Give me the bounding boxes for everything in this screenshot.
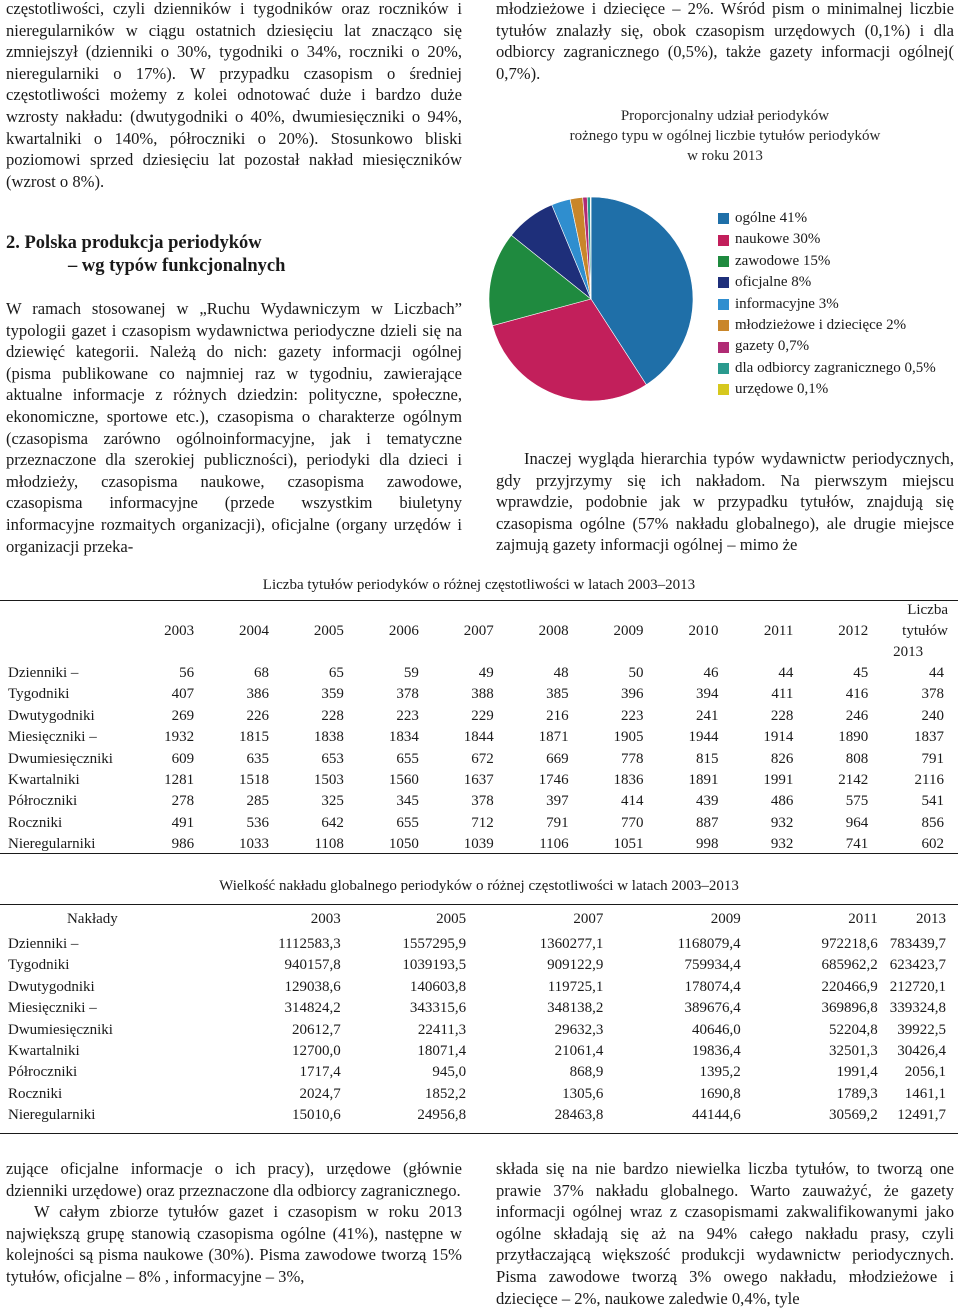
table-cell: 246 [845, 707, 869, 724]
paragraph: młodzieżowe i dziecięce – 2%. Wśród pism o minimalnej liczbie tytułów znalazły się, obok czasopism urzędowych (0,1%) i dla odbiorcy zagranicznego (0,5%), także gazety informacji ogólnej( 0,7%). [496, 0, 954, 83]
table2-bottom-rule [0, 1133, 958, 1134]
table-cell: 1461,1 [904, 1085, 946, 1102]
legend-swatch [718, 277, 729, 288]
legend-swatch [718, 213, 729, 224]
row-label: Półroczniki [8, 1064, 78, 1081]
table-cell: 932 [770, 836, 794, 853]
table-cell: 685962,2 [821, 957, 878, 974]
table-cell: 220466,9 [821, 978, 878, 995]
column-header: 2012 [838, 622, 869, 639]
text-column-right-middle [496, 448, 954, 556]
row-label: Dwumiesięczniki [8, 750, 113, 767]
text-column-top-left [6, 0, 462, 192]
table-cell: 19836,4 [691, 1043, 741, 1060]
table-cell: 868,9 [569, 1064, 604, 1081]
table-row [0, 1084, 958, 1105]
table-row [0, 1041, 958, 1062]
paragraph: W całym zbiorze tytułów gazet i czasopism w roku 2013 największą grupę stanowią czasopisma ogólne (41%), następne w kolejności są pisma naukowe (30%). Pisma zawodowe tworzą 15% tytułów, oficjalne – 8% , informacyjne – 3%, [6, 1202, 462, 1286]
table-cell: 1944 [688, 729, 719, 746]
column-header: 2006 [388, 622, 419, 639]
row-label: Tygodniki [8, 686, 70, 703]
column-header: 2013 [916, 911, 946, 928]
table-cell: 414 [621, 793, 644, 810]
row-label: Dzienniki – [8, 665, 79, 681]
table-cell: 609 [171, 750, 195, 767]
table-cell: 345 [396, 793, 419, 810]
table-cell: 1932 [164, 729, 195, 746]
table2 [0, 906, 958, 1127]
row-label: Roczniki [8, 814, 63, 831]
table-cell: 228 [770, 707, 794, 724]
table-cell: 45 [853, 665, 869, 681]
table-row [0, 706, 958, 727]
table-cell: 228 [321, 707, 344, 724]
table-cell: 541 [921, 793, 944, 810]
legend-swatch [718, 384, 729, 395]
legend-swatch [718, 363, 729, 374]
table-cell: 759934,4 [684, 957, 741, 974]
table-cell: 30569,2 [829, 1107, 878, 1124]
table-cell: 385 [546, 686, 569, 703]
legend-item [718, 315, 936, 336]
chart-title-line-1: Proporcjonalny udział periodyków [620, 108, 830, 124]
table-cell: 68 [254, 665, 270, 681]
row-label: Dwumiesięczniki [8, 1021, 113, 1038]
table-cell: 119725,1 [547, 978, 604, 995]
table-cell: 1051 [613, 836, 644, 853]
table-cell: 59 [403, 665, 419, 681]
header-line: Liczba tytułów [902, 602, 948, 639]
table-cell: 65 [328, 665, 344, 681]
table-cell: 30426,4 [897, 1043, 946, 1060]
row-label: Dzienniki – [8, 936, 79, 952]
row-label: Nieregularniki [8, 1107, 96, 1124]
table-cell: 1837 [914, 729, 944, 746]
column-header: 2007 [573, 911, 604, 928]
table-cell: 945,0 [432, 1064, 467, 1081]
table-cell: 1890 [838, 729, 869, 746]
spacer-cell [118, 1105, 204, 1126]
table-row [0, 813, 958, 834]
table-cell: 909122,9 [547, 957, 604, 974]
table-cell: 325 [321, 793, 344, 810]
table-cell: 378 [396, 686, 419, 703]
table-cell: 998 [695, 836, 719, 853]
table-cell: 536 [246, 814, 270, 831]
table-cell: 269 [171, 707, 195, 724]
section-body [6, 298, 462, 557]
table-cell: 39922,5 [897, 1021, 946, 1038]
table-cell: 635 [246, 750, 270, 767]
table-cell: 178074,4 [684, 978, 741, 995]
table-cell: 397 [546, 793, 569, 810]
column-header: 2003 [310, 911, 341, 928]
table-cell: 791 [546, 814, 569, 831]
column-header: 2011 [848, 911, 878, 928]
table-cell: 491 [171, 814, 195, 831]
table-cell: 378 [921, 686, 944, 703]
column-header: 2011 [763, 622, 794, 639]
table-cell: 1844 [463, 729, 494, 746]
table-cell: 940157,8 [284, 957, 341, 974]
legend-item [718, 229, 936, 250]
column-header: 2007 [463, 622, 494, 639]
table-row [0, 727, 958, 748]
table-cell: 1836 [613, 772, 644, 789]
table-cell: 378 [471, 793, 494, 810]
legend-item [718, 358, 936, 379]
row-label: Miesięczniki – [8, 1000, 97, 1017]
legend-swatch [718, 342, 729, 353]
paragraph: W ramach stosowanej w „Ruchu Wydawniczym w Liczbach” typologii gazet i czasopism wydawnictwa periodyczne dzieli się na dziewięć kategorii. Należą do nich: gazety informacji ogólnej (pisma publikowane co najmniej raz w tygodniu, zawierające aktualne informacje z różnych dziedzin: polityczne, społeczne, ekonomiczne, sportowe etc.), czasopisma o charakterze ogólnym (czasopisma zarówno ogólnoinformacyjne, jak i tematyczne przeznaczone dla szerokiej publiczności), periodyki dla dzieci i młodzieży, czasopisma naukowe, czasopisma zawodowe, czasopisma informacyjne (przede wszystkim biuletyny informacyjne rozmaitych organizacji), oficjalne (organy urzędów i organizacji przeka- [6, 299, 462, 556]
row-label: Półroczniki [8, 793, 78, 810]
row-label: Kwartalniki [8, 1043, 80, 1060]
table-cell: 1557295,9 [402, 936, 467, 952]
table-row [0, 977, 958, 998]
table-cell: 672 [471, 750, 494, 767]
table-cell: 791 [921, 750, 944, 767]
table-cell: 1112583,3 [278, 936, 341, 952]
column-header: 2003 [164, 622, 195, 639]
column-header-naklady: Nakłady [66, 911, 118, 928]
table-cell: 642 [321, 814, 344, 831]
heading-line-1: 2. Polska produkcja periodyków [6, 233, 262, 253]
table-cell: 770 [621, 814, 644, 831]
table-row [0, 1062, 958, 1083]
table-cell: 2142 [838, 772, 869, 789]
text-column-top-right [496, 0, 954, 84]
table-cell: 808 [845, 750, 869, 767]
table-cell: 932 [770, 814, 794, 831]
table-cell: 44 [929, 665, 944, 681]
column-header: 2008 [538, 622, 569, 639]
spacer-cell [118, 934, 204, 955]
paragraph: częstotliwości, czyli dzienników i tygodników oraz roczników i nieregularników w ciągu ostatnich dziesięciu lat znacząco się zmniejszył (dzienniki o 30%, tygodniki o 34%, roczniki o 20%, nieregularniki o 17%). W przypadku czasopism o średniej częstotliwości możemy z kolei odnotować duże i bardzo duże wzrosty nakładu: (dwutygodniki o 40%, dwumiesięczniki o 94%, kwartalniki o 140%, półroczniki o 20%). Stosunkowo bliski poziomowi sprzed dziesięciu lat pozostał nakład miesięczników (wzrost o 8%). [6, 0, 462, 191]
table-cell: 653 [321, 750, 344, 767]
table-cell: 396 [621, 686, 644, 703]
table-row [0, 684, 958, 705]
legend-label: ogólne 41% [735, 210, 808, 226]
spacer-cell [118, 1084, 204, 1105]
table-cell: 1395,2 [699, 1064, 741, 1081]
table-cell: 1281 [164, 772, 195, 789]
legend-label: oficjalne 8% [735, 274, 812, 291]
table-cell: 1789,3 [836, 1085, 878, 1102]
column-header: 2004 [239, 622, 270, 639]
table-row [0, 1020, 958, 1041]
table-cell: 741 [845, 836, 869, 853]
table-cell: 40646,0 [691, 1021, 741, 1038]
legend-swatch [718, 256, 729, 267]
table-cell: 1518 [239, 772, 270, 789]
table-row [0, 934, 958, 955]
table-cell: 216 [546, 707, 569, 724]
table-cell: 129038,6 [284, 978, 341, 995]
legend-item [718, 336, 936, 357]
legend-label: zawodowe 15% [735, 252, 831, 269]
table-cell: 348138,2 [547, 1000, 604, 1017]
table1-header-row [0, 600, 958, 663]
table-cell: 52204,8 [829, 1021, 878, 1038]
table-cell: 1106 [539, 836, 569, 853]
table-row [0, 749, 958, 770]
table-cell: 1871 [538, 729, 569, 746]
table-cell: 50 [628, 665, 644, 681]
table-cell: 229 [471, 707, 494, 724]
row-label: Roczniki [8, 1085, 63, 1102]
table2-caption: Wielkość nakładu globalnego periodyków o różnej częstotliwości w latach 2003–2013 [219, 878, 739, 894]
spacer-cell [118, 977, 204, 998]
table-cell: 1815 [239, 729, 270, 746]
table-cell: 1891 [688, 772, 719, 789]
paragraph: składa się na nie bardzo niewielka liczba tytułów, to tworzą one prawie 37% nakładu globalnego. Warto zauważyć, że gazety informacji ogólnej wraz z czasopismami zakwalifikowanymi jako ogólne składają się aż na 94% całego nakładu prasy, czyli przytłaczającą większość produkcji wydawnictw periodycznych. Pisma zawodowe tworzą 3% owego nakładu, młodzieżowe i dziecięce – 2%, naukowe zaledwie 0,4%, tyle [496, 1159, 954, 1308]
table-cell: 1050 [388, 836, 419, 853]
table2-header-row [0, 906, 958, 934]
legend-item [718, 294, 936, 315]
table-cell: 1905 [613, 729, 644, 746]
chart-legend [718, 208, 936, 401]
table-cell: 815 [695, 750, 719, 767]
table-cell: 226 [246, 707, 270, 724]
table-cell: 856 [921, 814, 944, 831]
table-cell: 1039193,5 [402, 957, 467, 974]
table-cell: 623423,7 [889, 957, 946, 974]
table-cell: 44144,6 [691, 1107, 741, 1124]
table-cell: 18071,4 [417, 1043, 467, 1060]
header-blank [0, 600, 124, 663]
row-label: Tygodniki [8, 957, 70, 974]
table-cell: 32501,3 [829, 1043, 878, 1060]
table-cell: 48 [553, 665, 569, 681]
legend-label: informacyjne 3% [735, 295, 839, 312]
spacer-cell [118, 1062, 204, 1083]
table-cell: 1914 [763, 729, 794, 746]
table-row [0, 1105, 958, 1126]
legend-label: urzędowe 0,1% [735, 381, 829, 398]
pie-chart [486, 194, 696, 404]
table-cell: 369896,8 [821, 1000, 878, 1017]
table-cell: 394 [695, 686, 719, 703]
table-cell: 1834 [388, 729, 419, 746]
table1-caption: Liczba tytułów periodyków o różnej częstotliwości w latach 2003–2013 [262, 577, 696, 593]
row-label: Dwutygodniki [8, 707, 95, 724]
paragraph: zujące oficjalne informacje o ich pracy), urzędowe (głównie dzienniki urzędowe) oraz przeznaczone dla odbiorcy zagranicznego. [6, 1159, 462, 1200]
table-cell: 826 [770, 750, 794, 767]
spacer-cell [118, 1020, 204, 1041]
chart-title [496, 106, 954, 166]
table-cell: 964 [845, 814, 869, 831]
table-row [0, 998, 958, 1019]
table-cell: 1360277,1 [539, 936, 604, 952]
table-cell: 241 [695, 707, 719, 724]
table-cell: 972218,6 [821, 936, 878, 952]
table-row [0, 791, 958, 812]
legend-label: gazety 0,7% [735, 338, 810, 355]
legend-label: dla odbiorcy zagranicznego 0,5% [735, 359, 936, 376]
table-cell: 1838 [313, 729, 344, 746]
table-row [0, 955, 958, 976]
header-line: 2013 [893, 644, 924, 660]
table-cell: 1991,4 [836, 1064, 878, 1081]
table-cell: 655 [396, 814, 419, 831]
paragraph: Inaczej wygląda hierarchia typów wydawnictw periodycznych, gdy przyjrzymy się ich nakładom. Na pierwszym miejscu wprawdzie, podobnie jak w przypadku tytułów, znajdują się czasopisma ogólne (57% nakładu globalnego), ale drugie miejsce zajmują gazety informacji ogólnej – mimo że [496, 449, 954, 555]
table-cell: 1560 [388, 772, 419, 789]
table-cell: 655 [396, 750, 419, 767]
table-cell: 1168079,4 [677, 936, 741, 952]
table-cell: 986 [171, 836, 195, 853]
column-header: 2005 [313, 622, 344, 639]
legend-item [718, 272, 936, 293]
chart-title-line-2: rożnego typu w ogólnej liczbie tytułów periodyków [569, 128, 881, 144]
table-cell: 1690,8 [699, 1085, 741, 1102]
legend-label: naukowe 30% [735, 231, 821, 248]
table-cell: 2056,1 [904, 1064, 946, 1081]
table-cell: 15010,6 [292, 1107, 341, 1124]
column-header: 2009 [710, 911, 741, 928]
table-cell: 21061,4 [554, 1043, 604, 1060]
table-cell: 1039 [463, 836, 494, 853]
table-cell: 712 [471, 814, 494, 831]
column-header-2013 [868, 600, 958, 663]
table-cell: 240 [921, 707, 944, 724]
table-cell: 29632,3 [554, 1021, 604, 1038]
table-cell: 407 [171, 686, 195, 703]
table-cell: 1746 [538, 772, 569, 789]
table-cell: 56 [179, 665, 195, 681]
table-cell: 1637 [463, 772, 494, 789]
table-cell: 389676,4 [684, 1000, 741, 1017]
table-cell: 223 [621, 707, 644, 724]
table-cell: 783439,7 [889, 936, 946, 952]
table-cell: 2116 [914, 772, 944, 789]
table-cell: 1503 [313, 772, 344, 789]
legend-swatch [718, 320, 729, 331]
table-cell: 887 [695, 814, 719, 831]
column-header: 2005 [436, 911, 467, 928]
table-row [0, 663, 958, 684]
table-cell: 343315,6 [409, 1000, 467, 1017]
table-cell: 486 [770, 793, 794, 810]
table-cell: 411 [771, 686, 794, 703]
table-cell: 416 [845, 686, 869, 703]
table-cell: 359 [321, 686, 344, 703]
table-cell: 778 [621, 750, 644, 767]
table1 [0, 600, 958, 856]
table-cell: 1305,6 [562, 1085, 604, 1102]
table-cell: 285 [246, 793, 270, 810]
table-cell: 388 [471, 686, 494, 703]
spacer-cell [118, 998, 204, 1019]
section-heading [6, 232, 462, 278]
column-header: 2009 [613, 622, 644, 639]
table-cell: 1991 [763, 772, 794, 789]
legend-swatch [718, 299, 729, 310]
legend-item [718, 208, 936, 229]
table-cell: 314824,2 [284, 1000, 341, 1017]
table-cell: 669 [546, 750, 569, 767]
row-label: Kwartalniki [8, 772, 80, 789]
table-cell: 28463,8 [554, 1107, 604, 1124]
header-spacer [118, 906, 204, 934]
table2-top-rule [0, 904, 958, 905]
table-cell: 46 [703, 665, 719, 681]
row-label: Nieregularniki [8, 836, 96, 853]
table-cell: 22411,3 [417, 1021, 467, 1038]
table-cell: 12700,0 [292, 1043, 341, 1060]
table-row [0, 770, 958, 791]
table-cell: 223 [396, 707, 419, 724]
legend-item [718, 379, 936, 400]
legend-item [718, 251, 936, 272]
legend-swatch [718, 235, 729, 246]
row-label: Miesięczniki – [8, 729, 97, 746]
table-cell: 386 [246, 686, 270, 703]
table-cell: 24956,8 [417, 1107, 467, 1124]
spacer-cell [118, 955, 204, 976]
table-cell: 2024,7 [299, 1085, 341, 1102]
table-cell: 49 [478, 665, 494, 681]
table-cell: 212720,1 [889, 978, 946, 995]
chart-title-line-3: w roku 2013 [687, 148, 763, 164]
text-column-bottom-left [6, 1158, 462, 1288]
table-cell: 44 [778, 665, 794, 681]
table-cell: 140603,8 [409, 978, 467, 995]
table-cell: 339324,8 [889, 1000, 946, 1017]
table-cell: 12491,7 [897, 1107, 946, 1124]
table-cell: 1033 [239, 836, 270, 853]
table-cell: 20612,7 [292, 1021, 341, 1038]
text-column-bottom-right [496, 1158, 954, 1309]
table1-bottom-rule [0, 853, 958, 854]
heading-line-2: – wg typów funkcjonalnych [68, 256, 286, 276]
table-cell: 278 [171, 793, 195, 810]
table-cell: 602 [921, 836, 944, 853]
table-cell: 1108 [314, 836, 344, 853]
table-cell: 1717,4 [299, 1064, 341, 1081]
legend-label: młodzieżowe i dziecięce 2% [735, 317, 907, 334]
table-cell: 439 [695, 793, 719, 810]
table-cell: 575 [845, 793, 869, 810]
row-label: Dwutygodniki [8, 978, 95, 995]
spacer-cell [118, 1041, 204, 1062]
column-header: 2010 [688, 622, 719, 639]
table-cell: 1852,2 [424, 1085, 467, 1102]
